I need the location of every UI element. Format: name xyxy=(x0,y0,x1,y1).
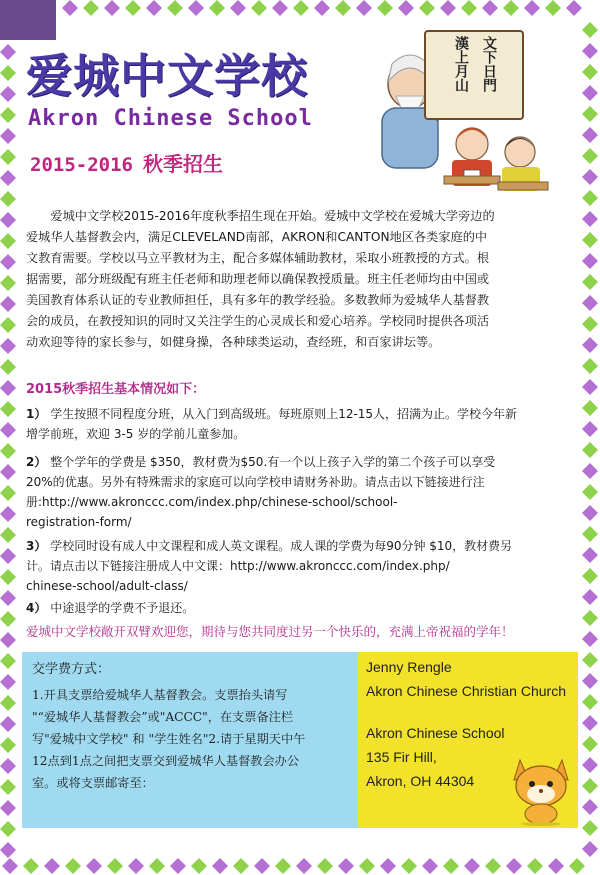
payment-line: "“爱城华人基督教会”或"ACCC"，在支票备注栏 xyxy=(32,710,294,724)
border-diamond xyxy=(0,170,16,186)
border-diamond xyxy=(582,253,598,269)
border-diamond xyxy=(209,0,225,16)
border-diamond xyxy=(272,0,288,16)
border-diamond xyxy=(170,858,186,874)
address-school: Akron Chinese School xyxy=(366,725,505,741)
border-diamond xyxy=(0,149,16,165)
item-line: 整个学年的学费是 $350，教材费为$50.有一个以上孩子入学的第二个孩子可以享受 xyxy=(50,455,496,469)
border-diamond xyxy=(582,148,598,164)
border-diamond xyxy=(317,858,333,874)
border-diamond xyxy=(443,858,459,874)
adult-class-link-cont[interactable]: chinese-school/adult-class/ xyxy=(26,579,188,593)
border-diamond xyxy=(359,858,375,874)
border-diamond xyxy=(0,422,16,438)
border-diamond xyxy=(0,821,16,837)
border-diamond xyxy=(128,858,144,874)
item-number: 3） xyxy=(26,539,47,553)
border-diamond xyxy=(582,757,598,773)
border-diamond xyxy=(0,737,16,753)
border-diamond xyxy=(582,358,598,374)
border-diamond xyxy=(0,590,16,606)
enrollment-item-1 xyxy=(26,404,570,444)
border-diamond xyxy=(0,128,16,144)
border-diamond xyxy=(338,858,354,874)
payment-instructions xyxy=(32,684,350,794)
school-title-chinese: 爱城中文学校 xyxy=(26,49,308,103)
border-diamond xyxy=(0,695,16,711)
border-diamond xyxy=(23,858,39,874)
border-diamond xyxy=(419,0,435,16)
border-diamond xyxy=(582,484,598,500)
payment-line: 1.开具支票给爱城华人基督教会。支票抬头请写 xyxy=(32,688,288,702)
border-diamond xyxy=(582,22,598,38)
enrollment-item-2 xyxy=(26,452,570,532)
border-diamond xyxy=(582,568,598,584)
item-number: 2） xyxy=(26,455,47,469)
address-name: Jenny Rengle xyxy=(366,659,452,675)
intro-line: 会的成员，在教授知识的同时又关注学生的心灵成长和爱心培养。学校同时提供各项活 xyxy=(26,314,490,328)
payment-title: 交学费方式： xyxy=(32,662,111,677)
border-diamond xyxy=(107,858,123,874)
border-diamond xyxy=(0,548,16,564)
season-year: 2015-2016 xyxy=(30,154,133,176)
border-diamond xyxy=(569,858,585,874)
border-diamond xyxy=(230,0,246,16)
item-number: 4） xyxy=(26,601,47,615)
border-diamond xyxy=(0,44,16,60)
registration-link-cont[interactable]: registration-form/ xyxy=(26,515,132,529)
border-diamond xyxy=(545,0,561,16)
border-diamond xyxy=(582,652,598,668)
border-diamond xyxy=(0,233,16,249)
payment-line: 写"爱城中文学校" 和 "学生姓名"2.请于星期天中午 xyxy=(32,732,306,746)
intro-line: 文教育需要。学校以马立平教材为主，配合多媒体辅助教材，采取小班教授的方式。根 xyxy=(26,251,490,265)
border-diamond xyxy=(527,858,543,874)
season-label: 秋季招生 xyxy=(142,152,223,176)
border-diamond xyxy=(0,65,16,81)
border-diamond xyxy=(0,380,16,396)
border-diamond xyxy=(582,841,598,857)
border-diamond xyxy=(149,858,165,874)
border-diamond xyxy=(582,232,598,248)
border-diamond xyxy=(251,0,267,16)
border-diamond xyxy=(582,589,598,605)
address-street: 135 Fir Hill, xyxy=(366,749,437,765)
border-diamond xyxy=(0,506,16,522)
border-diamond xyxy=(582,295,598,311)
border-diamond xyxy=(0,842,16,858)
border-diamond xyxy=(0,317,16,333)
border-diamond xyxy=(582,274,598,290)
border-diamond xyxy=(0,464,16,480)
border-diamond xyxy=(377,0,393,16)
border-diamond xyxy=(582,190,598,206)
intro-line: 爱城华人基督教会内，满足CLEVELAND南部，AKRON和CANTON地区各类家庭的中 xyxy=(26,230,488,244)
border-diamond xyxy=(104,0,120,16)
border-diamond xyxy=(582,85,598,101)
border-diamond xyxy=(314,0,330,16)
border-diamond xyxy=(582,442,598,458)
item-line: 中途退学的学费不予退还。 xyxy=(50,601,195,615)
border-diamond xyxy=(83,0,99,16)
border-diamond xyxy=(167,0,183,16)
border-diamond xyxy=(464,858,480,874)
border-diamond xyxy=(422,858,438,874)
item-line: 增学前班，欢迎 3-5 岁的学前儿童参加。 xyxy=(26,427,246,441)
item-line: 学校同时设有成人中文课程和成人英文课程。成人课的学费为每90分钟 $10，教材费另 xyxy=(50,539,513,553)
payment-line: 12点到1点之间把支票交到爱城华人基督教会办公 xyxy=(32,754,300,768)
border-diamond xyxy=(0,779,16,795)
border-diamond xyxy=(191,858,207,874)
border-diamond xyxy=(0,359,16,375)
border-diamond xyxy=(0,674,16,690)
border-diamond xyxy=(356,0,372,16)
border-diamond xyxy=(582,106,598,122)
border-diamond xyxy=(582,211,598,227)
enrollment-season-heading xyxy=(30,148,223,177)
border-diamond xyxy=(233,858,249,874)
border-diamond xyxy=(44,858,60,874)
border-diamond xyxy=(146,0,162,16)
border-diamond xyxy=(401,858,417,874)
payment-method-box xyxy=(22,652,358,828)
intro-line: 美国教育体系认证的专业教师担任，具有多年的教学经验。多数教师为爱城华人基督教 xyxy=(26,293,490,307)
border-diamond xyxy=(125,0,141,16)
border-diamond xyxy=(188,0,204,16)
intro-line: 爱城中文学校2015-2016年度秋季招生现在开始。爱城中文学校在爱城大学旁边的 xyxy=(50,209,495,223)
border-diamond xyxy=(0,107,16,123)
item-number: 1） xyxy=(26,407,47,421)
border-diamond xyxy=(582,547,598,563)
border-diamond xyxy=(482,0,498,16)
border-diamond xyxy=(582,127,598,143)
border-diamond xyxy=(582,694,598,710)
border-diamond xyxy=(582,820,598,836)
item-line: 学生按照不同程度分班，从入门到高级班。每班原则上12-15人，招满为止。学校今年新 xyxy=(50,407,518,421)
intro-line: 动欢迎等待的家长参与，如健身操，各种球类运动，查经班，和百家讲坛等。 xyxy=(26,335,441,349)
corner-accent-bar xyxy=(0,0,56,40)
border-diamond xyxy=(566,0,582,16)
border-diamond xyxy=(524,0,540,16)
border-diamond xyxy=(582,316,598,332)
border-diamond xyxy=(275,858,291,874)
intro-line: 据需要，部分班级配有班主任老师和助理老师以确保教授质量。班主任老师均由中国或 xyxy=(26,272,490,286)
border-diamond xyxy=(62,0,78,16)
border-diamond xyxy=(212,858,228,874)
border-diamond xyxy=(582,715,598,731)
enrollment-section-title: 2015秋季招生基本情况如下： xyxy=(26,382,206,397)
border-diamond xyxy=(0,338,16,354)
border-diamond xyxy=(582,169,598,185)
border-diamond xyxy=(582,673,598,689)
border-diamond xyxy=(582,337,598,353)
border-diamond xyxy=(398,0,414,16)
border-diamond xyxy=(582,421,598,437)
border-diamond xyxy=(296,858,312,874)
border-diamond xyxy=(0,758,16,774)
cartoon-fox-mascot-icon xyxy=(506,750,576,826)
border-diamond xyxy=(65,858,81,874)
registration-link[interactable]: 册:http://www.akronccc.com/index.php/chinese-school/school- xyxy=(26,495,398,509)
border-diamond xyxy=(461,0,477,16)
border-diamond xyxy=(582,526,598,542)
border-diamond xyxy=(2,858,18,874)
border-diamond xyxy=(0,191,16,207)
border-diamond xyxy=(0,296,16,312)
border-diamond xyxy=(0,86,16,102)
border-diamond xyxy=(0,527,16,543)
scroll-line-1: 文下日門 xyxy=(481,36,497,92)
border-diamond xyxy=(86,858,102,874)
border-diamond xyxy=(582,505,598,521)
border-diamond xyxy=(0,401,16,417)
address-church: Akron Chinese Christian Church xyxy=(366,683,566,699)
scroll-line-2: 漢上月山 xyxy=(453,36,469,92)
border-diamond xyxy=(582,799,598,815)
chinese-characters-scroll xyxy=(424,30,524,120)
intro-paragraph xyxy=(26,206,570,353)
payment-line: 室。或将支票邮寄至： xyxy=(32,776,154,790)
border-diamond xyxy=(0,569,16,585)
border-diamond xyxy=(254,858,270,874)
border-diamond xyxy=(582,379,598,395)
border-diamond xyxy=(548,858,564,874)
border-diamond xyxy=(0,275,16,291)
border-diamond xyxy=(335,0,351,16)
item-line: 20%的优惠。另外有特殊需求的家庭可以向学校申请财务补助。请点击以下链接进行注 xyxy=(26,475,485,489)
adult-class-link[interactable]: 计。请点击以下链接注册成人中文课：http://www.akronccc.com/index.php/ xyxy=(26,559,450,573)
border-diamond xyxy=(582,463,598,479)
border-diamond xyxy=(506,858,522,874)
border-diamond xyxy=(0,716,16,732)
border-diamond xyxy=(0,254,16,270)
border-diamond xyxy=(503,0,519,16)
border-diamond xyxy=(293,0,309,16)
welcome-closing-line: 爱城中文学校敞开双臂欢迎您，期待与您共同度过另一个快乐的，充满上帝祝福的学年！ xyxy=(26,624,514,639)
border-diamond xyxy=(582,736,598,752)
address-city: Akron, OH 44304 xyxy=(366,773,475,789)
enrollment-item-4 xyxy=(26,598,570,618)
border-diamond xyxy=(582,400,598,416)
border-diamond xyxy=(582,43,598,59)
border-diamond xyxy=(0,212,16,228)
border-diamond xyxy=(440,0,456,16)
border-diamond xyxy=(0,800,16,816)
border-diamond xyxy=(0,485,16,501)
border-diamond xyxy=(0,653,16,669)
border-diamond xyxy=(485,858,501,874)
border-diamond xyxy=(380,858,396,874)
border-diamond xyxy=(582,64,598,80)
border-diamond xyxy=(0,443,16,459)
school-title-english: Akron Chinese School xyxy=(28,106,313,131)
border-diamond xyxy=(0,611,16,627)
border-diamond xyxy=(582,778,598,794)
border-diamond xyxy=(0,632,16,648)
enrollment-item-3 xyxy=(26,536,570,596)
